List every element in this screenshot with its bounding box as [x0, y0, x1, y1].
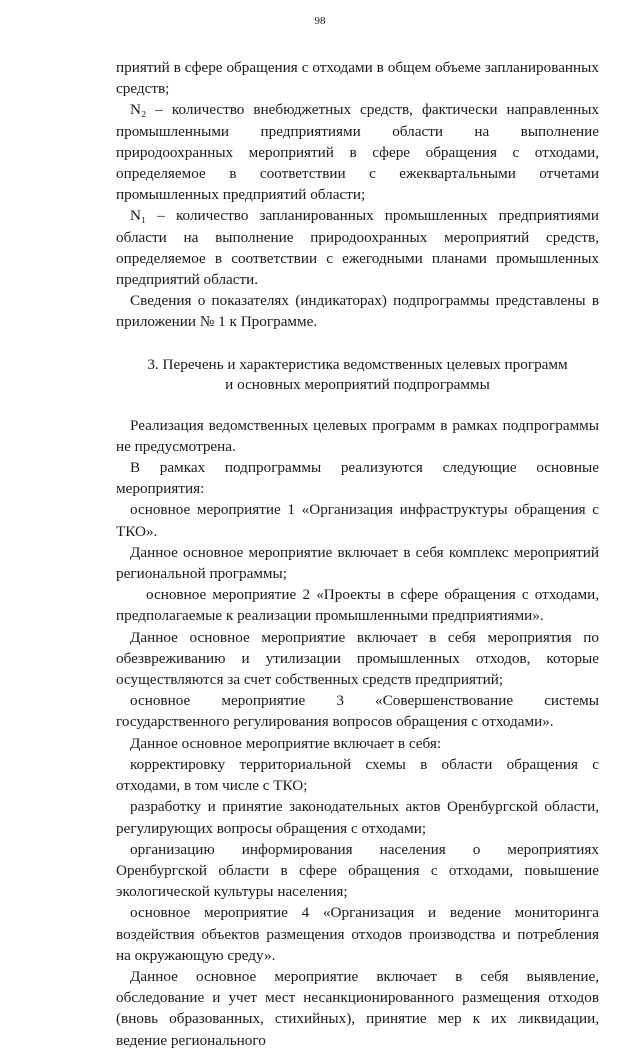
page-number: 98: [314, 15, 326, 27]
paragraph: основное мероприятие 1 «Организация инфраструктуры обращения с ТКО».: [116, 501, 599, 540]
section-paragraphs: [116, 415, 599, 1051]
paragraph: Данное основное мероприятие включает в себя комплекс мероприятий региональной программы;: [116, 543, 599, 583]
paragraph: основное мероприятие 3 «Совершенствование системы государственного регулирования вопросов обращения с отходами».: [116, 692, 599, 731]
section-heading-line-2: и основных мероприятий подпрограммы: [225, 375, 490, 393]
paragraph: организацию информирования населения о мероприятиях Оренбургской области в сфере обращения с отходами, повышение экологической культуры населения;: [116, 840, 599, 901]
intro-paragraphs: [116, 57, 599, 333]
paragraph: Данное основное мероприятие включает в себя:: [130, 734, 442, 752]
section-heading-line-1: 3. Перечень и характеристика ведомственных целевых программ: [147, 355, 568, 373]
paragraph: основное мероприятие 2 «Проекты в сфере обращения с отходами, предполагаемые к реализации промышленными предприятиями».: [116, 586, 599, 625]
paragraph: разработку и принятие законодательных актов Оренбургской области, регулирующих вопросы обращения с отходами;: [116, 798, 599, 837]
paragraph: корректировку территориальной схемы в области обращения с отходами, в том числе с ТКО;: [116, 755, 599, 795]
paragraph: основное мероприятие 4 «Организация и ведение мониторинга воздействия объектов размещения отходов производства и потребления на окружающую среду».: [116, 904, 599, 964]
section-heading: [116, 355, 599, 395]
paragraph: В рамках подпрограммы реализуются следующие основные мероприятия:: [116, 459, 599, 498]
paragraph: Реализация ведомственных целевых программ в рамках подпрограммы не предусмотрена.: [116, 416, 599, 455]
paragraph: приятий в сфере обращения с отходами в общем объеме запланированных средств;: [116, 59, 599, 98]
paragraph: N₁ – количество запланированных промышленных предприятиями области на выполнение природоохранных мероприятий средств, определяемое в соответствии с ежегодными планами промышленных предприятий области.: [116, 207, 599, 289]
paragraph: Сведения о показателях (индикаторах) подпрограммы представлены в приложении № 1 к Программе.: [116, 292, 599, 331]
paragraph: N₂ – количество внебюджетных средств, фактически направленных промышленными предприятиями области на выполнение природоохранных мероприятий в сфере обращения с отходами, определяемое в соответствии с ежеквартальными отчетами промышленных предприятий области;: [116, 101, 599, 204]
paragraph: Данное основное мероприятие включает в себя мероприятия по обезвреживанию и утилизации промышленных отходов, которые осуществляются за счет собственных средств предприятий;: [116, 628, 599, 689]
document-body: [116, 57, 599, 1051]
paragraph: Данное основное мероприятие включает в себя выявление, обследование и учет мест несанкционированного размещения отходов (вновь образованных, стихийных), принятие мер к их ликвидации, ведение регионального: [116, 967, 599, 1049]
